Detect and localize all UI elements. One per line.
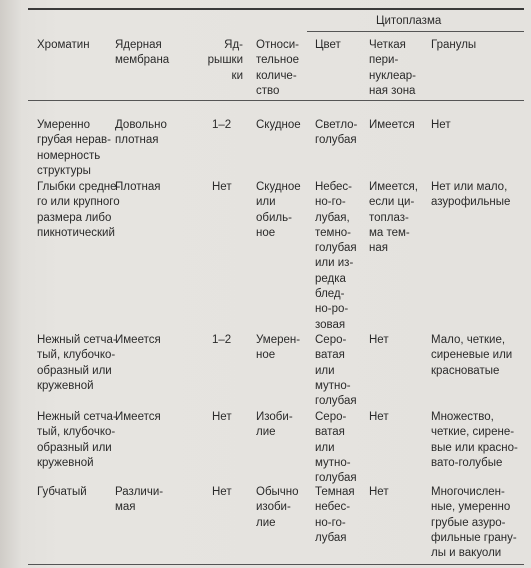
row5-color: Темная небес- но-го- лубая [315,486,355,544]
row1-zone: Имеется [369,119,415,131]
header-granules: Гранулы [431,39,477,51]
row3-zone: Нет [369,334,389,346]
row4-membrane: Имеется [115,411,161,423]
row3-nucleoli: 1–2 [212,334,232,346]
header-cytoplasm: Цитоплазма [376,15,442,27]
row1-membrane: Довольно плотная [115,119,167,147]
row2-granules: Нет или мало, азурофильные [431,181,511,209]
row1-color: Светло- голубая [315,119,358,147]
row2-zone: Имеется, если ци- топлаз- ма тем- ная [369,181,418,255]
row1-amount: Скудное [256,119,301,131]
header-relative-amount: Относи- тельное количе- ство [256,39,299,97]
row4-color: Серо- ватая или мутно- голубая [315,411,357,485]
row1-nucleoli: 1–2 [212,119,232,131]
table-header-rule [28,100,524,101]
row4-zone: Нет [369,411,389,423]
row2-membrane: Плотная [115,181,161,193]
row1-granules: Нет [431,119,451,131]
row4-nucleoli: Нет [212,411,232,423]
row3-granules: Мало, четкие, сиреневые или красноватые [431,334,513,377]
row4-chromatin: Нежный сетча- тый, клубочко- образный или кружевной [37,411,117,469]
row3-amount: Умерен- ное [256,334,301,362]
row2-color: Небес- но-го- лубая, темно- голубая или из- редка блед- но-ро- зовая [315,181,357,331]
header-color: Цвет [315,39,341,51]
row2-chromatin: Глыбки средне- го или крупного размера либо пикнотический [37,181,121,239]
row5-membrane: Различи- мая [115,486,164,514]
cytoplasm-header-rule [307,31,524,32]
row2-amount: Скудное или обиль- ное [256,181,301,239]
row1-chromatin: Умеренно грубая нерав- номерность структуры [37,119,111,177]
header-perinuclear-zone: Четкая пери- нуклеар- ная зона [369,39,416,97]
table-bottom-rule [28,564,524,565]
header-chromatin: Хроматин [37,39,90,51]
row5-granules: Многочислен- ные, умеренно грубые азуро- фильные грану- лы и вакуоли [431,486,517,560]
header-nucleoli: Яд- рышки ки [207,39,243,82]
table-top-rule [28,8,524,10]
row2-nucleoli: Нет [212,181,232,193]
row3-membrane: Имеется [115,334,161,346]
row5-amount: Обычно изоби- лие [256,486,299,529]
row5-chromatin: Губчатый [37,486,87,498]
row4-amount: Изоби- лие [256,411,293,439]
row4-granules: Множество, четкие, сирене- вые или красно- вато-голубые [431,411,518,469]
row5-zone: Нет [369,486,389,498]
header-nuclear-membrane: Ядерная мембрана [115,39,170,67]
row5-nucleoli: Нет [212,486,232,498]
row3-color: Серо- ватая или мутно- голубая [315,334,357,408]
row3-chromatin: Нежный сетча- тый, клубочко- образный или кружевной [37,334,117,392]
